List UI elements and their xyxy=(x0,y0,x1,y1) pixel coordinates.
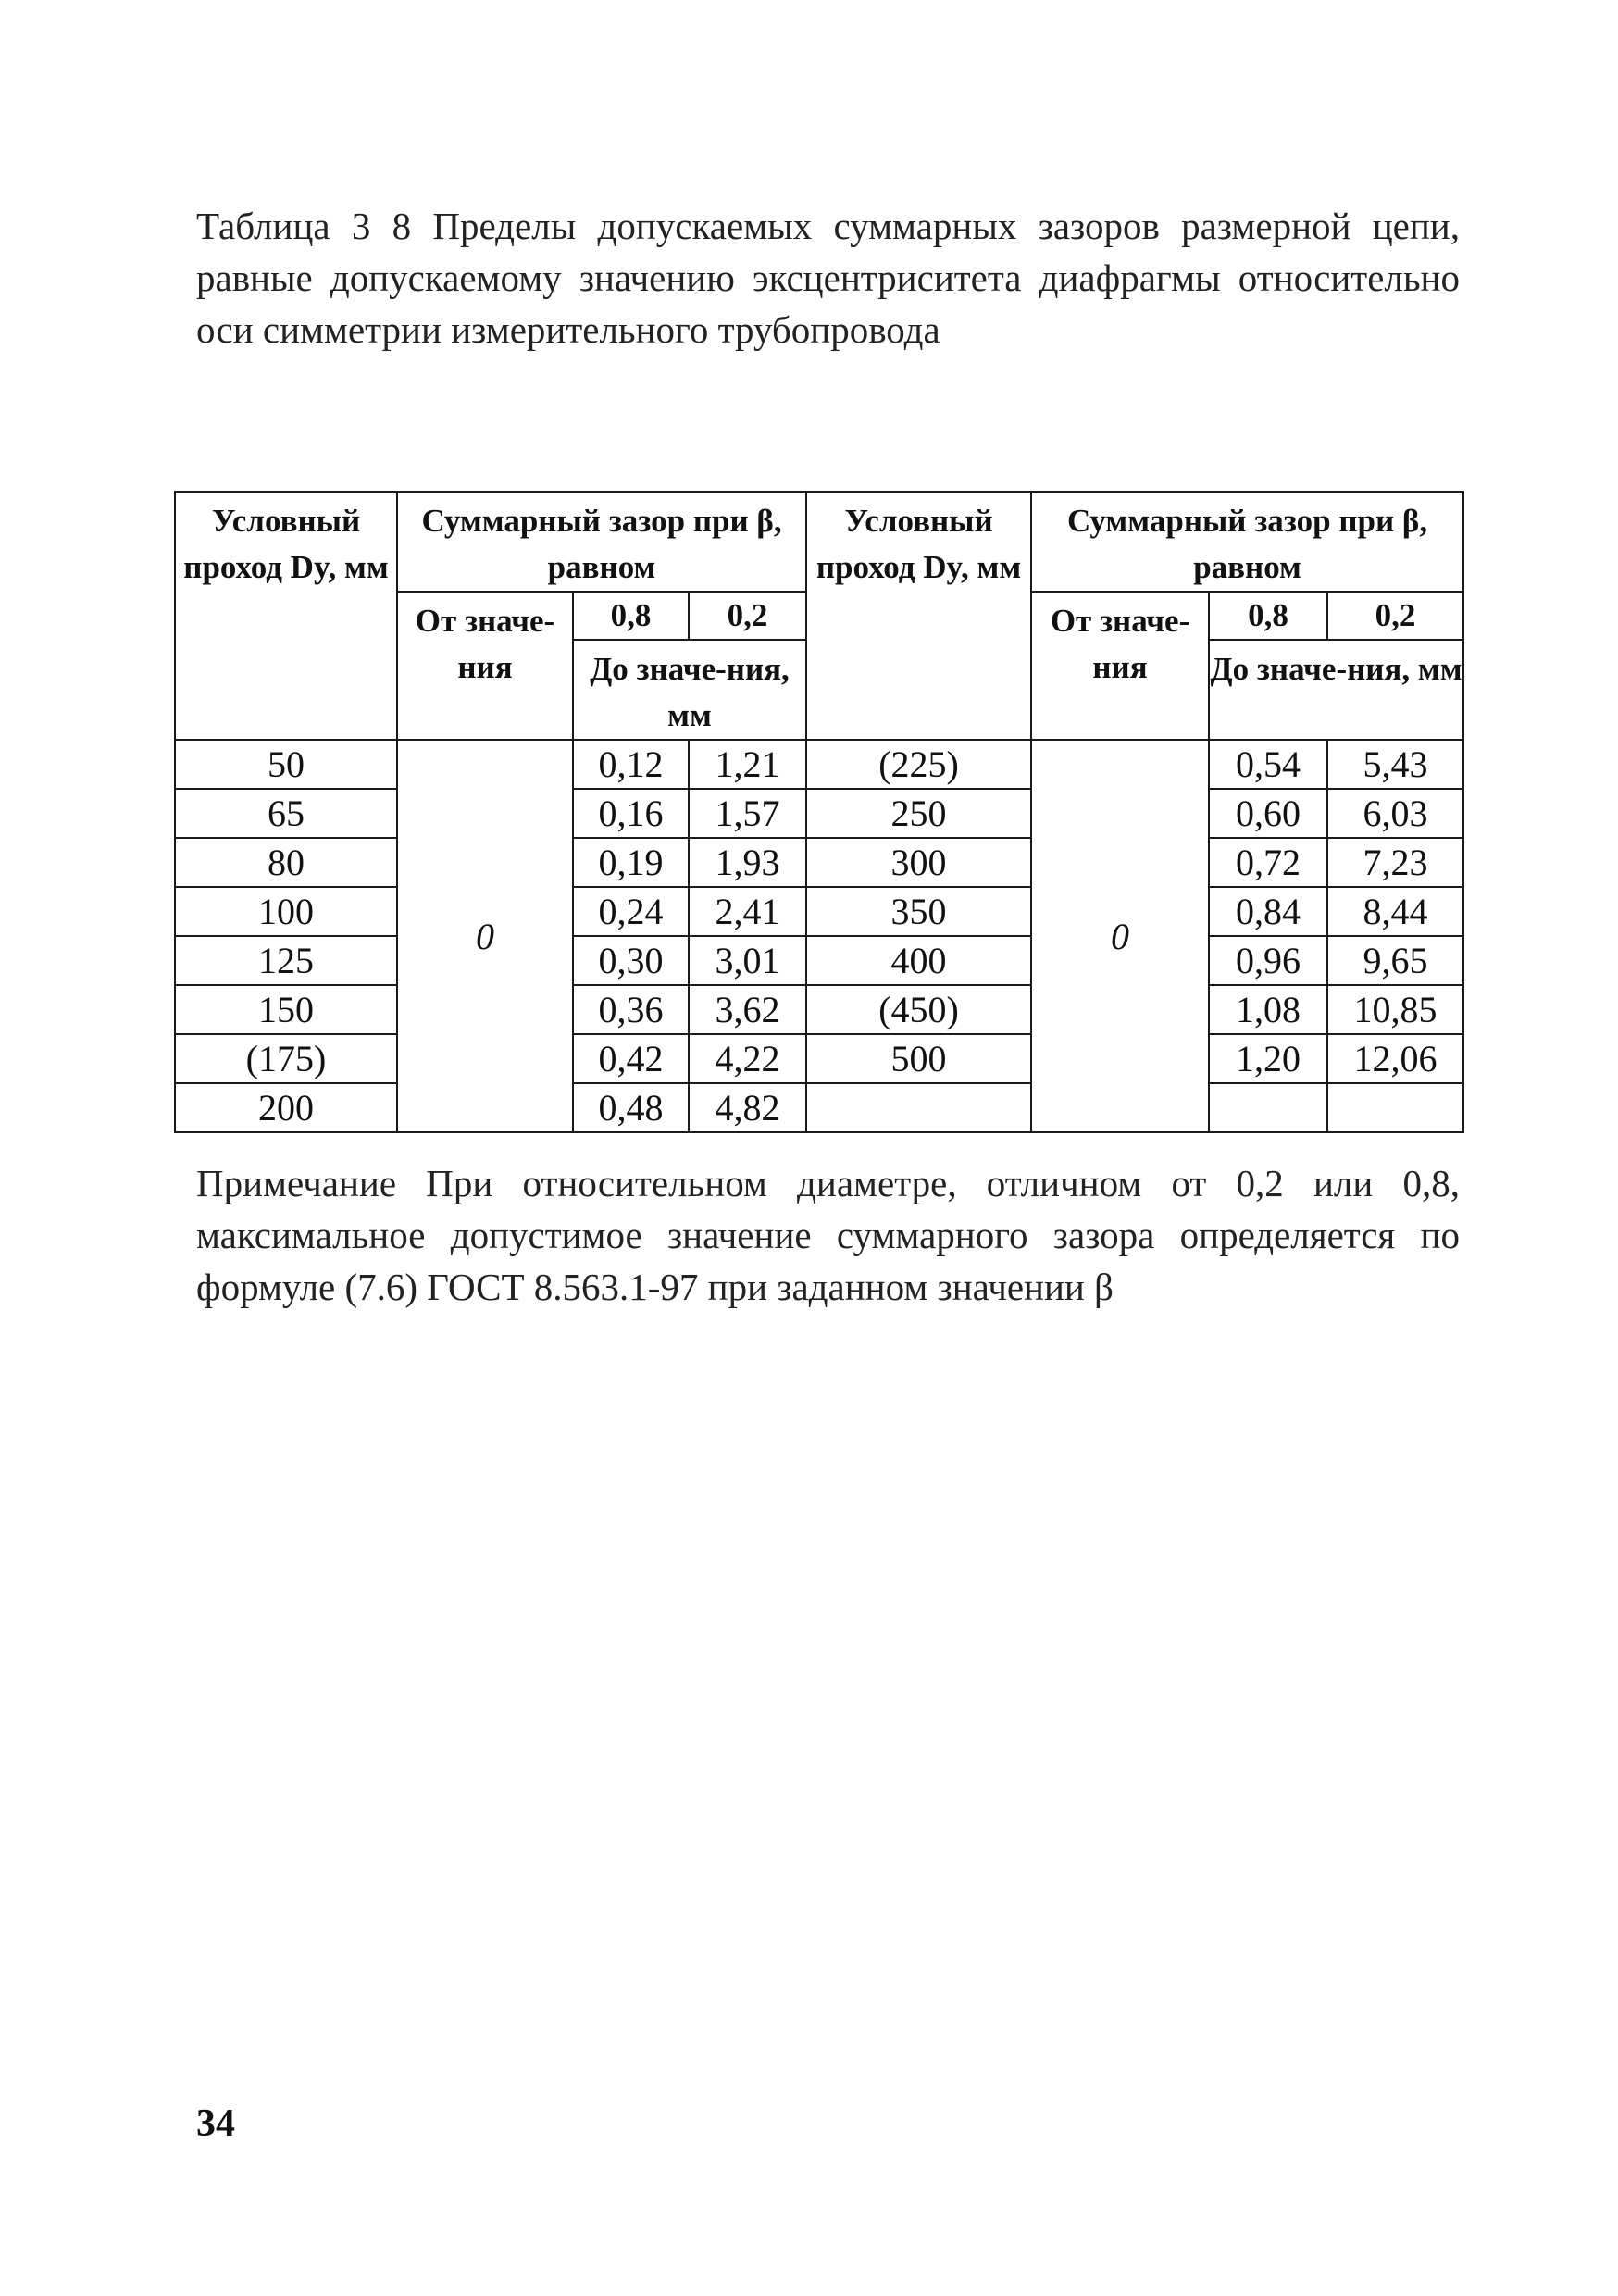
cell-beta-02-left: 4,22 xyxy=(689,1034,806,1083)
cell-beta-08-left: 0,19 xyxy=(573,838,689,887)
cell-beta-08-right xyxy=(1209,1083,1327,1132)
cell-beta-08-left: 0,12 xyxy=(573,740,689,789)
cell-beta-08-left: 0,16 xyxy=(573,789,689,838)
cell-beta-02-right: 10,85 xyxy=(1327,985,1463,1034)
table-row xyxy=(175,838,1463,887)
cell-beta-02-right: 6,03 xyxy=(1327,789,1463,838)
table-row xyxy=(175,1034,1463,1083)
cell-beta-08-right: 1,08 xyxy=(1209,985,1327,1034)
table-row xyxy=(175,740,1463,789)
cell-beta-02-right: 8,44 xyxy=(1327,887,1463,936)
cell-beta-02-left: 1,21 xyxy=(689,740,806,789)
cell-beta-02-left: 2,41 xyxy=(689,887,806,936)
cell-beta-08-right: 0,96 xyxy=(1209,936,1327,985)
cell-from-value-left: 0 xyxy=(397,740,573,1132)
cell-beta-08-right: 1,20 xyxy=(1209,1034,1327,1083)
header-beta-08-right: 0,8 xyxy=(1209,592,1327,640)
header-from-right: От значе-ния xyxy=(1031,592,1209,740)
cell-beta-08-right: 0,54 xyxy=(1209,740,1327,789)
cell-beta-02-left: 3,01 xyxy=(689,936,806,985)
header-dn-right: Условный проход Dy, мм xyxy=(806,492,1031,740)
header-gap-right: Суммарный зазор при β, равном xyxy=(1031,492,1463,592)
cell-beta-08-right: 0,72 xyxy=(1209,838,1327,887)
table-row xyxy=(175,936,1463,985)
cell-beta-02-right: 5,43 xyxy=(1327,740,1463,789)
cell-beta-08-right: 0,60 xyxy=(1209,789,1327,838)
cell-beta-08-right: 0,84 xyxy=(1209,887,1327,936)
table-row xyxy=(175,789,1463,838)
cell-dn-right: 500 xyxy=(806,1034,1031,1083)
cell-beta-02-left: 3,62 xyxy=(689,985,806,1034)
cell-dn-left: (175) xyxy=(175,1034,397,1083)
cell-dn-left: 80 xyxy=(175,838,397,887)
cell-beta-08-left: 0,30 xyxy=(573,936,689,985)
cell-beta-08-left: 0,24 xyxy=(573,887,689,936)
cell-dn-right: (225) xyxy=(806,740,1031,789)
gap-limits-table xyxy=(174,491,1462,1133)
cell-beta-08-left: 0,48 xyxy=(573,1083,689,1132)
cell-beta-02-left: 1,57 xyxy=(689,789,806,838)
cell-beta-02-left: 4,82 xyxy=(689,1083,806,1132)
cell-dn-right: 300 xyxy=(806,838,1031,887)
header-row-1 xyxy=(175,492,1463,592)
header-dn-left: Условный проход Dy, мм xyxy=(175,492,397,740)
cell-beta-02-right xyxy=(1327,1083,1463,1132)
table-row xyxy=(175,1083,1463,1132)
cell-beta-08-left: 0,42 xyxy=(573,1034,689,1083)
cell-from-value-right: 0 xyxy=(1031,740,1209,1132)
cell-beta-02-left: 1,93 xyxy=(689,838,806,887)
cell-dn-right: (450) xyxy=(806,985,1031,1034)
header-upto-left: До значе-ния, мм xyxy=(573,640,806,740)
cell-dn-right xyxy=(806,1083,1031,1132)
cell-beta-08-left: 0,36 xyxy=(573,985,689,1034)
header-upto-right: До значе-ния, мм xyxy=(1209,640,1463,740)
header-gap-left: Суммарный зазор при β, равном xyxy=(397,492,806,592)
cell-beta-02-right: 9,65 xyxy=(1327,936,1463,985)
header-beta-02-right: 0,2 xyxy=(1327,592,1463,640)
cell-dn-left: 100 xyxy=(175,887,397,936)
header-from-left: От значе-ния xyxy=(397,592,573,740)
page-number: 34 xyxy=(196,2103,235,2145)
cell-dn-left: 150 xyxy=(175,985,397,1034)
table-row xyxy=(175,985,1463,1034)
data-table xyxy=(174,491,1464,1133)
header-beta-02-left: 0,2 xyxy=(689,592,806,640)
cell-beta-02-right: 7,23 xyxy=(1327,838,1463,887)
cell-beta-02-right: 12,06 xyxy=(1327,1034,1463,1083)
table-note: Примечание При относительном диаметре, отличном от 0,2 или 0,8, максимальное допустимое значение суммарного зазора определяется по формуле (7.6) ГОСТ 8.563.1-97 при заданном значении β xyxy=(196,1162,1460,1308)
header-beta-08-left: 0,8 xyxy=(573,592,689,640)
cell-dn-left: 65 xyxy=(175,789,397,838)
cell-dn-right: 250 xyxy=(806,789,1031,838)
cell-dn-left: 50 xyxy=(175,740,397,789)
cell-dn-right: 400 xyxy=(806,936,1031,985)
cell-dn-right: 350 xyxy=(806,887,1031,936)
cell-dn-left: 200 xyxy=(175,1083,397,1132)
cell-dn-left: 125 xyxy=(175,936,397,985)
table-row xyxy=(175,887,1463,936)
table-caption: Таблица 3 8 Пределы допускаемых суммарных зазоров размерной цепи, равные допускаемому значению эксцентриситета диафрагмы относительно оси симметрии измерительного трубопровода xyxy=(196,205,1460,351)
